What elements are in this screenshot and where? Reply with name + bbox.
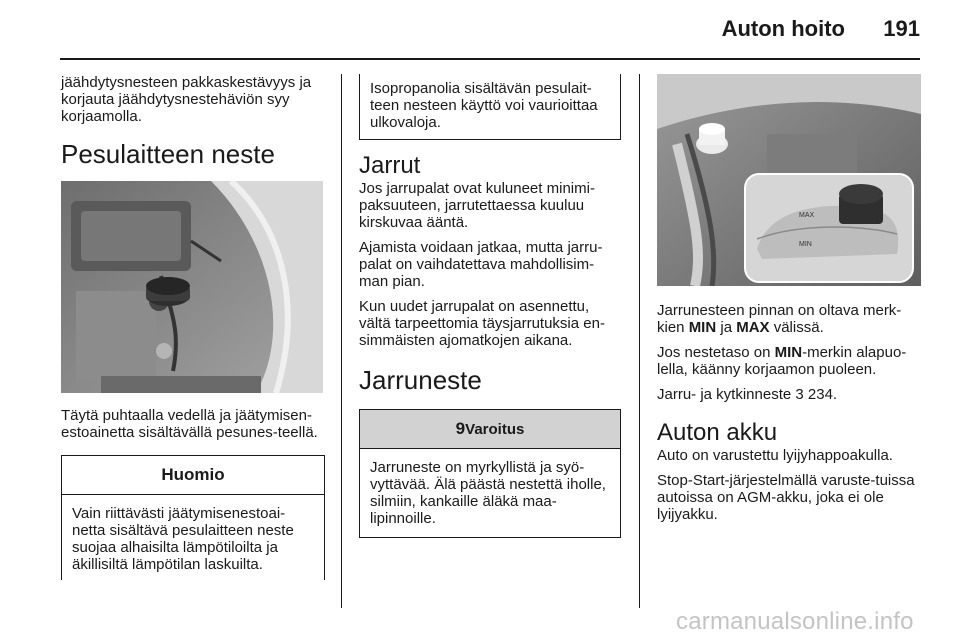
brake-fluid-heading: Jarruneste (359, 365, 482, 395)
notice-continued-box (359, 74, 621, 140)
brakes-heading: Jarrut (359, 152, 421, 179)
header-rule (60, 58, 920, 60)
notice-title: Huomio (62, 456, 324, 495)
page-reference-arrow-icon: 3 (795, 386, 804, 403)
warning-body: Jarruneste on myrkyllistä ja syö-vyttävää. Älä päästä nestettä iholle, silmiin, kankaille äläkä maa-lipinnoille. (370, 459, 606, 527)
notice-continued-text: Isopropanolia sisältävän pesulait-teen nesteen käyttö voi vaurioittaa ulkovaloja. (370, 80, 598, 131)
fluid-level-paragraph: Jarrunesteen pinnan on oltava merk-kien MIN ja MAX välissä. (657, 302, 902, 336)
washer-fluid-paragraph: Täytä puhtaalla vedellä ja jäätymisen-estoainetta sisältävällä pesunes-teellä. (61, 407, 318, 441)
intro-paragraph: jäähdytysnesteen pakkaskestävyys ja korjauta jäähdytysnestehäviön syy korjaamolla. (61, 74, 312, 125)
washer-fluid-heading: Pesulaitteen neste (61, 139, 275, 169)
warning-title: 9Varoitus (360, 410, 620, 449)
brakes-paragraph-2: Ajamista voidaan jatkaa, mutta jarru-palat on vaihdatettava mahdollisim-man pian. (359, 239, 603, 290)
fluid-reference-paragraph: Jarru- ja kytkinneste 3 234. (657, 386, 838, 403)
brake-fluid-reservoir-photo (657, 74, 921, 286)
brakes-paragraph-1: Jos jarrupalat ovat kuluneet minimi-paksuuteen, jarrutettaessa kuuluu kirskuvaa ääntä. (359, 180, 595, 231)
column-2 (359, 74, 621, 538)
page-number: 191 (883, 16, 920, 41)
washer-reservoir-photo (61, 181, 323, 393)
notice-body: Vain riittävästi jäätymisenestoai-netta sisältävä pesulaitteen neste suojaa alhaisilta lämpötiloilta ja äkillisiltä lämpötilan laskuilta. (72, 505, 294, 573)
header-title: Auton hoito (721, 16, 845, 41)
column-3 (657, 74, 921, 531)
warning-triangle-icon: 9 (455, 419, 466, 438)
battery-paragraph-2: Stop-Start-järjestelmällä varuste-tuissa autoissa on AGM-akku, joka ei ole lyijyakku. (657, 472, 915, 523)
min-mark-label: MIN (799, 241, 812, 248)
battery-heading: Auton akku (657, 419, 778, 446)
warning-box (359, 409, 621, 538)
column-1 (61, 74, 325, 580)
max-mark-label: MAX (799, 212, 815, 219)
column-divider-right (639, 74, 640, 608)
watermark: carmanualsonline.info (676, 608, 914, 635)
low-level-paragraph: Jos nestetaso on MIN-merkin alapuo-lella, käänny korjaamon puoleen. (657, 344, 907, 378)
battery-paragraph-1: Auto on varustettu lyijyhappoakulla. (657, 447, 893, 464)
column-divider-left (341, 74, 342, 608)
brakes-paragraph-3: Kun uudet jarrupalat on asennettu, vältä tarpeettomia täysjarrutuksia en-simmäisten ajomatkojen aikana. (359, 298, 605, 349)
notice-box (61, 455, 325, 580)
